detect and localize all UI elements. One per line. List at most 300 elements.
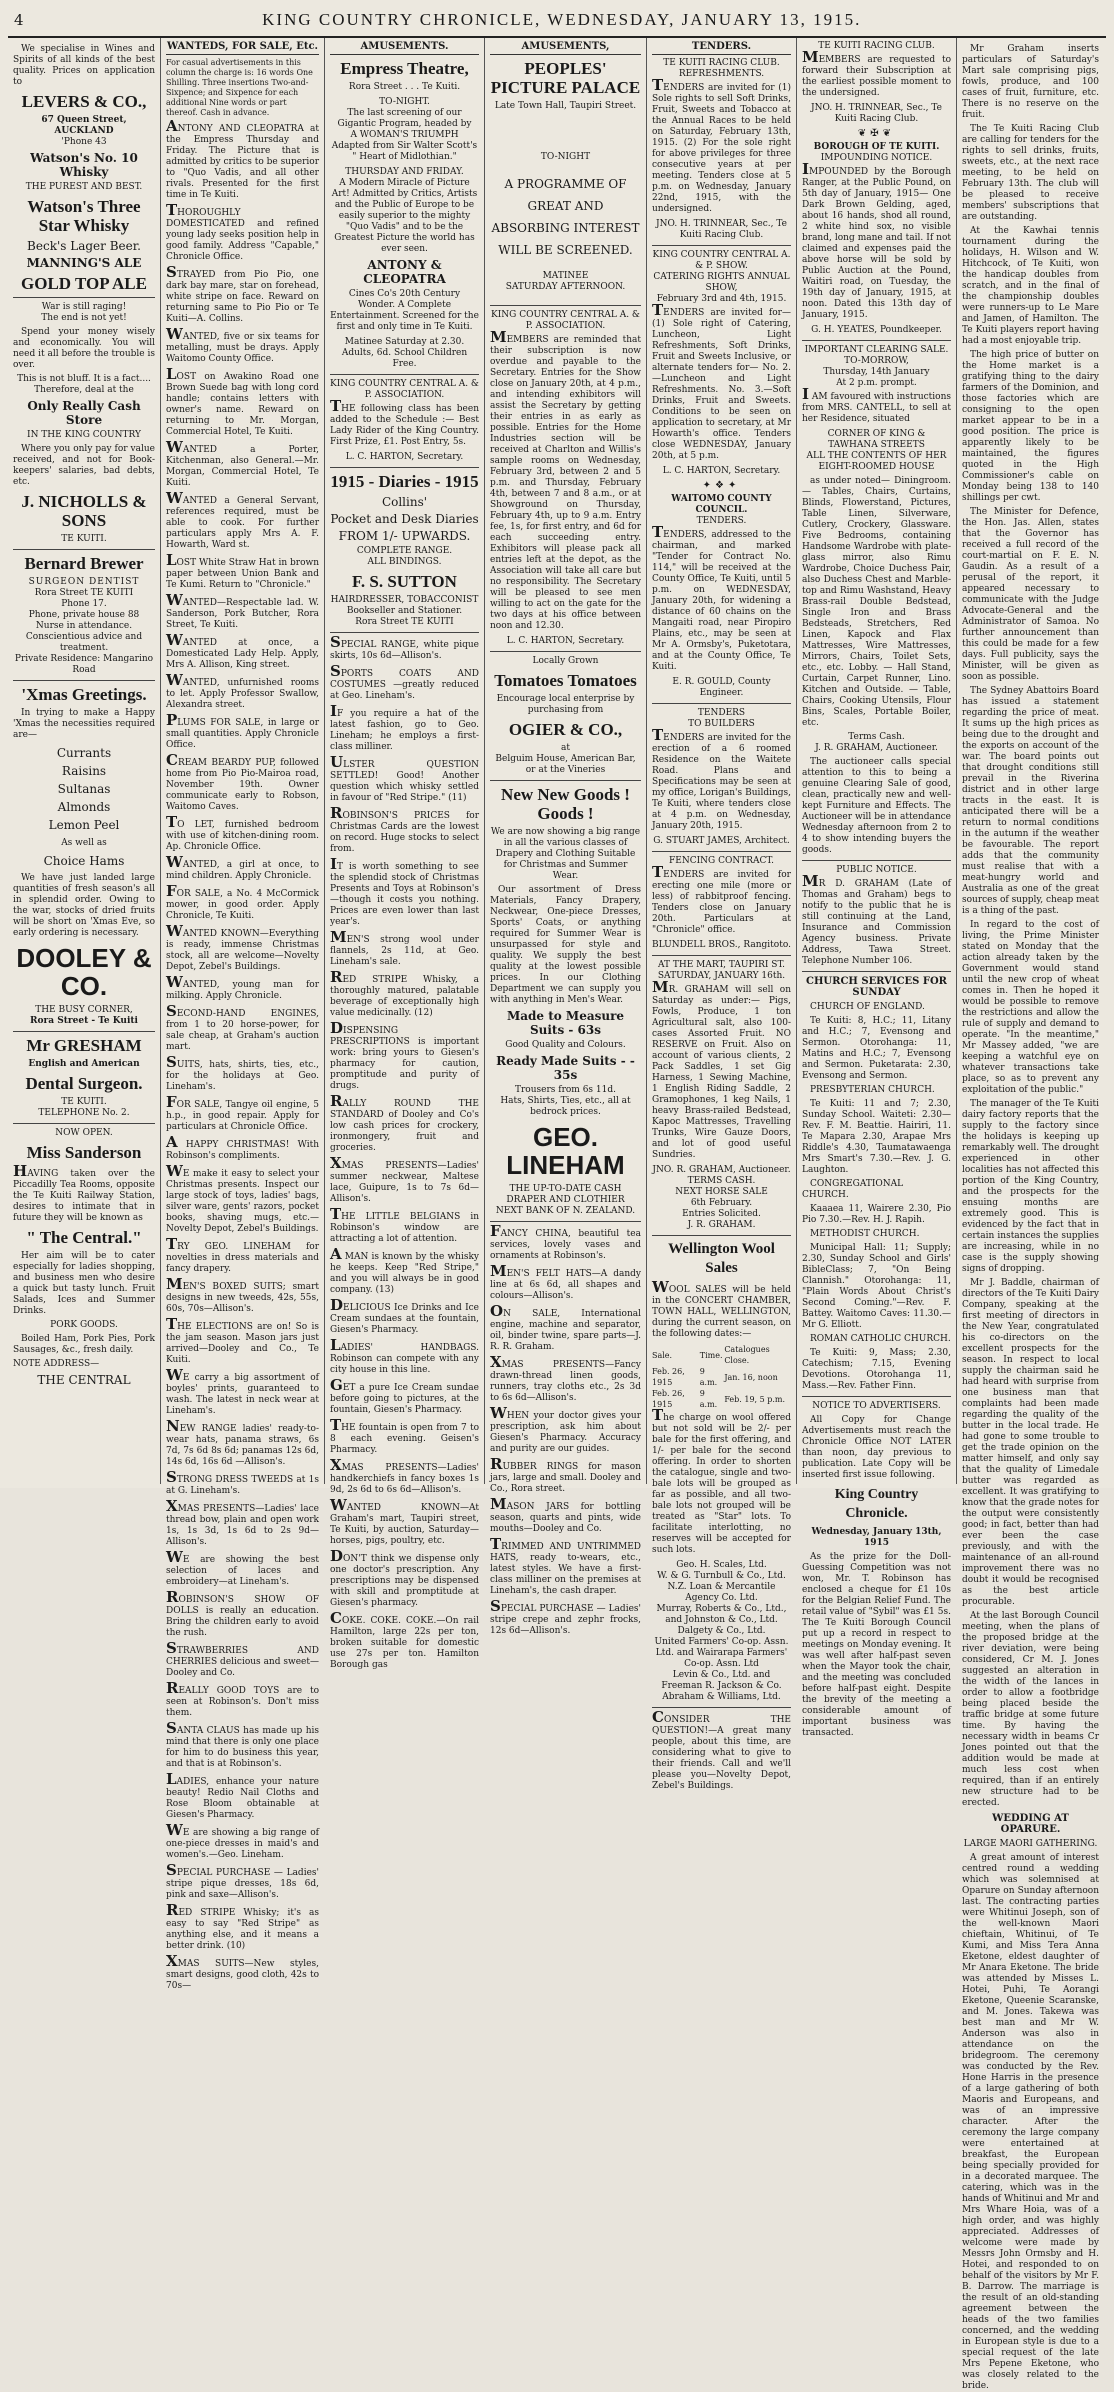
peoples-picture-palace: PEOPLES' PICTURE PALACE xyxy=(490,59,641,97)
list-item: Currants xyxy=(56,746,112,760)
classified-ad: XMAS PRESENTS—Ladies' handkerchiefs in fancy boxes 1s 9d, 2s 6d to 6s 6d—Allison's. xyxy=(330,1456,479,1495)
levers-name: LEVERS & CO., xyxy=(21,92,147,111)
rates-notice: For casual advertisements in this column the charge is: 16 words One Shilling. Three insertions Two-and-Sixpence; and Sixpence for each additional Nine words or part thereof. Cash in advance. xyxy=(166,58,313,117)
firm-name: Geo. H. Scales, Ltd. xyxy=(676,1560,767,1570)
clearing-text-2: as under noted— Diningroom. — Tables, Chairs, Curtains, Blinds, Flowerstand, Pictures, Table Linen, Silverware, Cutlery, Crockery, Glassware. Five Bedrooms, containing Handsome Wardrobe with plate-glass mirror, also Rimu Wardrobe, Choice Duchess Pair, also Duchess Chest and Marble-top and Rimu Washstand, Heavy Brass-rail Double Bedstead, Single Iron and Brass Bedsteads, Stretchers, Red Linen, Kapock and Flax Mattresses, Wire Mattresses, Mirrors, Chairs, Toilet Sets, etc., etc. Lobby. — Hall Stand, Curtain, Carpet Runner, Lino. Kitchen and Outside. — Table, Chairs, Cooking Utensils, Flour Bins, Scales, Portable Boiler, etc. xyxy=(802,476,951,728)
church-entry: Kaaaea 11, Wairere 2.30, Pio Pio 7.30.—Rev. H. J. Rapih. xyxy=(802,1204,951,1225)
divider xyxy=(652,703,791,704)
bookseller: Bookseller and Stationer. xyxy=(346,606,463,616)
good-quality: Good Quality and Colours. xyxy=(505,1040,626,1050)
wedding-subheading: LARGE MAORI GATHERING. xyxy=(963,1839,1098,1849)
firm-name: Dalgety & Co., Ltd. xyxy=(677,1626,766,1636)
tonight: TO-NIGHT. xyxy=(379,97,430,107)
column-1 xyxy=(8,38,161,1484)
classified-ad: LADIES' HANDBAGS. Robinson can compete with any city house in this line. xyxy=(330,1336,479,1375)
firm-name: Levin & Co., Ltd. and Freeman R. Jackson & Co. xyxy=(661,1670,782,1691)
classified-ad: XMAS PRESENTS—Fancy drawn-thread linen goods, runners, tray cloths etc., 2s 3d to 6s 6d—Allison's. xyxy=(490,1353,641,1403)
phone-private: Phone, private house 88 xyxy=(28,610,140,620)
showing: We are now showing a big range in all the various classes of Drapery and Clothing Suitable for Christmas and Summer Wear. xyxy=(490,827,641,881)
amusements-heading: AMUSEMENTS. xyxy=(330,41,479,55)
show-dates: February 3rd and 4th, 1915. xyxy=(656,294,787,304)
church-list xyxy=(802,1002,951,1392)
news-paragraphs xyxy=(962,44,1099,1809)
ogier: OGIER & CO., xyxy=(508,720,623,739)
xmas-greetings: 'Xmas Greetings. xyxy=(21,685,147,704)
now-open: NOW OPEN. xyxy=(55,1128,113,1138)
jrg-2: J. R. GRAHAM, Auctioneer. xyxy=(815,743,938,753)
divider xyxy=(652,245,791,246)
classified-ad: SPECIAL PURCHASE — Ladies' stripe crepe and zephr frocks, 12s 6d—Allison's. xyxy=(490,1597,641,1636)
trousers: Trousers from 6s 11d. xyxy=(515,1085,616,1095)
church-entry: PRESBYTERIAN CHURCH. xyxy=(810,1085,935,1095)
refreshments: REFRESHMENTS. xyxy=(678,69,765,79)
complete-range: COMPLETE RANGE. xyxy=(356,546,453,556)
classified-ad: WE are showing a big range of one-piece dresses in maid's and women's.—Geo. Lineham. xyxy=(166,1821,319,1860)
classified-ad: STRAYED from Pio Pio, one dark bay mare, star on forehead, white stripe on face. Reward on returning same to Pio Pio or Te Kuiti—A. Collins. xyxy=(166,263,319,324)
consider: CONSIDER THE QUESTION!—A great many people, about this time, are considering what to give to their friends. Call and we'll please you—Novelty Depot, Zebel's Buildings. xyxy=(652,1708,791,1791)
catering-text: TENDERS are invited for—(1) Sole right of Catering, Luncheon, Light Refreshments, Soft Drinks, Fruit and Sweets Inclusive, or alternate tenders for— No. 2.—Luncheon and Light Refreshments. No. 3.—Soft Drinks, Fruit and Sweets. Conditions to be seen on application to secretary, at Mr Howarth's office. Tenders close WEDNESDAY, January 20th, at 5 p.m. xyxy=(652,301,791,461)
pork-text: Boiled Ham, Pork Pies, Pork Sausages, &c., fresh daily. xyxy=(13,1334,155,1355)
classified-ad: COKE. COKE. COKE.—On rail Hamilton, large 22s per ton, broken suitable for domestic use 27s per ton. Hamilton Borough gas xyxy=(330,1609,479,1670)
impound-signature: G. H. YEATES, Poundkeeper. xyxy=(811,325,942,335)
ogier-at: at xyxy=(561,743,570,753)
amusements-heading-2: AMUSEMENTS, xyxy=(490,41,641,55)
wellington-wool: Wellington Wool Sales xyxy=(668,1241,775,1276)
classified-ad: WANTED a Porter, Kitchenman, also General.—Mr. Morgan, Commercial Hotel, Te Kuiti. xyxy=(166,438,319,488)
classified-ad: SPECIAL PURCHASE — Ladies' stripe pique dresses, 18s 6d, pink and saxe—Allison's. xyxy=(166,1861,319,1900)
wanteds-heading: WANTEDS, FOR SALE, Etc. xyxy=(166,41,319,55)
classified-ad: TRIMMED AND UNTRIMMED HATS, ready to-wears, etc., latest styles. We have a first-class milliner on the premises at Lineham's, the cash draper. xyxy=(490,1535,641,1596)
firms-list xyxy=(652,1560,791,1703)
news-paragraph: The Minister for Defence, the Hon. Jas. Allen, states that the Governor has received a full record of the court-martial on F. E. N. Gaudin. As a result of a perusal of the report, it appeared necessary to communicate with the Judge Advocate-General and the Administrator of Samoa. No further announcement than this could be made for a few days. Full publicity, says the Minister, will be given as soon as possible. xyxy=(962,507,1099,682)
divider xyxy=(802,340,951,341)
dooley-address: Rora Street - Te Kuiti xyxy=(30,1016,138,1026)
thursday: Thursday, 14th January xyxy=(823,367,930,377)
small-ads-list-2 xyxy=(490,1222,641,1637)
table-cell: Feb. 26, 1915 xyxy=(652,1389,685,1409)
wedding-heading: WEDDING AT OPARURE. xyxy=(992,1813,1069,1835)
news-paragraph: The Te Kuiti Racing Club are calling for tenders for the rights to sell drinks, fruits, sweets, etc., at the next race meeting, to be held on February 13th. The club will be pleased to receive members' subscriptions that are outstanding. xyxy=(962,124,1099,222)
classified-ad: WHEN your doctor gives your prescription, ask him about Giesen's Pharmacy. Accuracy and purity are our guides. xyxy=(490,1404,641,1454)
small-ads-list xyxy=(330,633,479,1671)
collins: Collins' xyxy=(381,495,428,509)
classified-ad: WANTED a General Servant, references required, must be able to cook. For further particulars apply Mrs A. F. Howarth, Ward st. xyxy=(166,489,319,550)
classified-ad: ON SALE, International engine, machine and separator, oil, binder twine, spare parts—J. R. R. Graham. xyxy=(490,1302,641,1352)
wanteds-list xyxy=(166,117,319,1992)
all-bindings: ALL BINDINGS. xyxy=(367,557,442,567)
table-cell: 9 a.m. xyxy=(699,1367,718,1387)
column-4 xyxy=(485,38,647,1636)
wool-text-2: The charge on wool offered but not sold will be 2/- per bale for the first offering, and 1/- per bale for the second offering. In order to shorten the catalogue, single and two-bale lots will be grouped as far as possible, and all two-bale lots not grouped will be treated as "Star" lots. To facilitate interlotting, no reserves will be accepted for such lots. xyxy=(652,1406,791,1555)
notice-advertisers: NOTICE TO ADVERTISERS. xyxy=(812,1401,941,1411)
kc-heading-2: KING COUNTRY CENTRAL A. & P. ASSOCIATION. xyxy=(491,310,640,331)
classified-ad: DELICIOUS Ice Drinks and Ice Cream sundaes at the fountain, Giesen's Pharmacy. xyxy=(330,1296,479,1335)
table-cell: Catalogues Close. xyxy=(724,1345,770,1365)
divider xyxy=(13,1031,155,1032)
war-3: Spend your money wisely and economically. You will need it all before the trouble is over. xyxy=(13,327,155,370)
pocket-desk: Pocket and Desk Diaries xyxy=(330,512,479,526)
last-screening: The last screening of our Gigantic Program, headed by xyxy=(337,108,472,129)
borough: BOROUGH OF TE KUITI. xyxy=(813,142,940,152)
watson-10: Watson's No. 10 Whisky xyxy=(30,151,138,179)
kc-heading: KING COUNTRY CENTRAL A. & P. ASSOCIATION. xyxy=(330,379,479,400)
goldtop: GOLD TOP ALE xyxy=(21,274,147,293)
tkrc-heading: TE KUITI RACING CLUB. xyxy=(663,58,780,68)
firm-name: N.Z. Loan & Mercantile Agency Co. Ltd. xyxy=(667,1582,776,1603)
classified-ad: RALLY ROUND THE STANDARD of Dooley and Co's low cash prices for crockery, ironmongery, fruit and groceries. xyxy=(330,1092,479,1153)
divider xyxy=(13,1123,155,1124)
classified-ad: XMAS PRESENTS—Ladies' lace thread bow, plain and open work 1s, 1s 3d, 1s 6d to 2s 9d—Allison's. xyxy=(166,1497,319,1547)
kcc-title: King Country Chronicle. xyxy=(834,1487,919,1521)
waitomo: WAITOMO COUNTY COUNCIL. xyxy=(671,494,772,515)
classified-ad: WANTED, a girl at once, to mind children. Apply Chronicle. xyxy=(166,853,319,881)
programme: A PROGRAMME OF GREAT AND ABSORBING INTEREST WILL BE SCREENED. xyxy=(491,177,640,257)
classified-ad: FOR SALE, a No. 4 McCormick mower, in good order. Apply Chronicle, Te Kuiti. xyxy=(166,882,319,921)
church-entry: Te Kuiti: 8, H.C.; 11, Litany and H.C.; 7, Evensong and Sermon. Otorohanga: 11, Matins and H.C.; 7, Evensong and Sermon. Puketarata: 2.30, Evensong and Sermon. xyxy=(802,1016,951,1081)
catering: CATERING RIGHTS ANNUAL SHOW, xyxy=(653,272,790,293)
classified-ad: XMAS PRESENTS—Ladies' summer neckwear, Maltese lace, Guipure, 1s to 7s 6d—Allison's. xyxy=(330,1154,479,1204)
news-paragraph: In regard to the cost of living, the Prime Minister stated on Monday that the action already taken by the Government would stand until the new crop of wheat comes in. Then he hoped it would be possible to remove the restrictions and allow the rule of supply and demand to operate. "In the meantime," Mr Massey added, "we are keeping a watchful eye on whatever transactions take place, so as to prevent any exploitation of the public." xyxy=(962,920,1099,1095)
divider xyxy=(330,632,479,633)
news-paragraph: Mr J. Baddle, chairman of directors of the Te Kuiti Dairy Company, speaking at the first meeting of directors in the New Year, congratulated his co-directors on the excellent prospects for the season. In respect to local supply the chairman said he had heard with surprise from one business man that complaints had been made regarding the quality of the butter in the local trade. He had gone to some trouble to get the trade opinion on the matter himself, and only say that the quality of Limedale butter was regarded as excellent. It was gratifying to know that the grade notes for the output were consistently good; in fact, better than had ever been the case previously, and with the maintenance of an all-round improvement there was no doubt it would be recognised as the best article procurable. xyxy=(962,1278,1099,1607)
hats-shirts: Hats, Shirts, Ties, etc., all at bedrock prices. xyxy=(500,1096,631,1117)
firm-name: Abraham & Williams, Ltd. xyxy=(662,1692,781,1702)
fencing: FENCING CONTRACT. xyxy=(669,856,774,866)
phone-17: Phone 17. xyxy=(61,599,107,609)
classified-ad: WANTED, five or six teams for metalling, must be drays. Apply Waitomo County Office. xyxy=(166,325,319,364)
classified-ad: THE fountain is open from 7 to 8 each evening. Geisen's Pharmacy. xyxy=(330,1416,479,1455)
tkrc-signature: JNO. H. TRINNEAR, Sec., Te Kuiti Racing Club. xyxy=(655,219,788,240)
brewer: Bernard Brewer xyxy=(24,554,144,573)
mart-text: MR. GRAHAM will sell on Saturday as under:— Pigs, Fowls, Produce, 1 ton Agricultural salt, also 100-cases Assorted Fruit. NO RESERVE on Fruit. Also on account of various clients, 2 Pack Saddles, 1 set Gig Harness, 1 Sewing Machine, 1 English Riding Saddle, 2 Gramophones, 1 keg Nails, 1 heavy Brass-railed Bedstead, Kapoc Mattresses, Travelling Trunks, Wire Gauze Doors, and lot of good useful Sundries. xyxy=(652,978,791,1160)
ready-made: Ready Made Suits - - 35s xyxy=(496,1054,635,1082)
divider xyxy=(330,467,479,468)
diaries: 1915 - Diaries - 1915 xyxy=(330,472,479,491)
notice-text: All Copy for Change Advertisements must reach the Chronicle Office NOT LATER than noon, day previous to publication. Late Copy will be inserted first issue following. xyxy=(802,1415,951,1480)
locally-grown: Locally Grown xyxy=(532,656,599,666)
terms-cash-2: Terms Cash. xyxy=(848,732,905,742)
adapted: Adapted from Sir Walter Scott's " Heart of Midlothian." xyxy=(331,141,478,162)
to-builders: TO BUILDERS xyxy=(688,719,755,729)
column-6 xyxy=(797,38,957,1738)
central-text: Her aim will be to cater especially for ladies shopping, and business men who desire a quick but tasty lunch. Fruit Salads, Ices and Summer Drinks. xyxy=(13,1251,155,1316)
classified-ad: WE are showing the best selection of laces and embroidery—at Lineham's. xyxy=(166,1548,319,1587)
classified-ad: SPORTS COATS AND COSTUMES —greatly reduced at Geo. Lineham's. xyxy=(330,662,479,701)
borough-crest-icon: ❦✠❦ xyxy=(857,128,896,139)
council-crest-icon: ✦❖✦ xyxy=(702,480,741,491)
made-to-measure: Made to Measure Suits - 63s xyxy=(506,1009,625,1037)
table-row xyxy=(652,1344,791,1366)
kcc-date: Wednesday, January 13th, 1915 xyxy=(811,1527,942,1548)
classified-ad: WANTED KNOWN—Everything is ready, immense Christmas stock, all are welcome—Novelty Depot, Zebel's Buildings. xyxy=(166,922,319,972)
empress-theatre: Empress Theatre, xyxy=(340,59,469,78)
hairdresser: HAIRDRESSER, TOBACCONIST xyxy=(330,595,479,605)
thursday-friday: THURSDAY AND FRIDAY. xyxy=(345,167,464,177)
builders-text: TENDERS are invited for the erection of a 6 roomed Residence on the Waitete Road. Plans and Specifications may be seen at my office, Lorigan's Buildings, Te Kuiti, where tenders close at 4 p.m. on Wednesday, January 20th, 1915. xyxy=(652,726,791,831)
column-3 xyxy=(325,38,485,1670)
fencing-signature: BLUNDELL BROS., Rangitoto. xyxy=(652,940,791,950)
classified-ad: WANTED—Respectable lad. W. Sanderson, Pork Butcher, Rora Street, Te Kuiti. xyxy=(166,591,319,630)
classified-ad: THOROUGHLY DOMESTICATED and refined young lady seeks position help in good family. Address "Capable," Chronicle Office. xyxy=(166,201,319,262)
classified-ad: STRONG DRESS TWEEDS at 1s at G. Lineham's. xyxy=(166,1468,319,1496)
divider xyxy=(802,1396,951,1397)
gresham-2: English and American xyxy=(28,1059,140,1069)
mart-date: SATURDAY, JANUARY 16th. xyxy=(657,971,786,981)
kcc-text: As the prize for the Doll-Guessing Competition was not won, Mr. T. Robinson has enclosed a cheque for £1 10s for the Belgian Relief Fund. The retail value of "Sybil" was £1 5s. The Te Kuiti Borough Council put up a record in respect to meetings on Monday evening. It was well after half-past seven when the Mayor took the chair, and the meeting was concluded before half-past eight. Despite the brevity of the meeting a considerable amount of important business was transacted. xyxy=(802,1552,951,1738)
classified-ad: FOR SALE, Tangye oil engine, 5 h.p., in good repair. Apply for particulars at Chronicle Office. xyxy=(166,1093,319,1132)
divider xyxy=(13,297,155,298)
classified-ad: ROBINSON'S PRICES for Christmas Cards are the lowest on record. Huge stocks to select from. xyxy=(330,804,479,854)
sutton-address: Rora Street TE KUITI xyxy=(355,617,454,627)
sutton: F. S. SUTTON xyxy=(352,572,457,591)
divider xyxy=(802,860,951,861)
the-central: " The Central." xyxy=(26,1228,142,1247)
classified-ad: ULSTER QUESTION SETTLED! Good! Another question which whisky settled in favour of "Red Stripe." (11) xyxy=(330,753,479,803)
divider xyxy=(330,374,479,375)
list-item: Sultanas xyxy=(57,782,111,796)
tonight-2: TO-NIGHT xyxy=(540,152,591,162)
column-7 xyxy=(957,38,1104,2391)
classified-ad: WE make it easy to select your Christmas presents. Inspect our large stock of toys, ladies' bags, silver ware, gents' razors, pocket books, shaving mugs, etc.—Novelty Depot, Zebel's Buildings. xyxy=(166,1162,319,1234)
divider xyxy=(802,971,951,972)
tkrc-signature-2: JNO. H. TRINNEAR, Sec., Te Kuiti Racing Club. xyxy=(810,103,943,124)
classified-ad: TO LET, furnished bedroom with use of kitchen-dining room. Ap. Chronicle Office. xyxy=(166,813,319,852)
at-2pm: At 2 p.m. prompt. xyxy=(836,378,917,388)
waitomo-signature: E. R. GOULD, County Engineer. xyxy=(672,677,771,698)
masthead xyxy=(8,4,1106,38)
miss-sanderson: Miss Sanderson xyxy=(26,1143,142,1162)
columns xyxy=(8,38,1106,2391)
kc-text: THE following class has been added to the Schedule :— Best Lady Rider of the King Country. First Prize, £1. Post Entry, 5s. xyxy=(330,397,479,447)
womans-triumph: A WOMAN'S TRIUMPH xyxy=(350,130,459,140)
clearing-text-3: The auctioneer calls special attention to this to being a genuine Clearing Sale of good, clean, practically new and well-kept Furniture and Effects. The Auctioneer will be in attendance Wednesday afternoon from 2 to 4 to show intending buyers the goods. xyxy=(802,757,951,855)
levers-address: 67 Queen Street, AUCKLAND xyxy=(41,115,127,136)
classified-ad: MASON JARS for bottling season, quarts and pints, wide mouths—Dooley and Co. xyxy=(490,1495,641,1534)
levers-phone: 'Phone 43 xyxy=(61,137,107,147)
matinee: Matinee Saturday at 2.30. Adults, 6d. School Children Free. xyxy=(341,337,468,369)
war-8: Where you only pay for value received, and not for Book-keepers' salaries, bad debts, etc. xyxy=(13,444,155,487)
brewer-address: Rora Street TE KUITI xyxy=(34,588,134,598)
table-cell: 9 a.m. xyxy=(699,1389,718,1409)
news-paragraph: At the last Borough Council meeting, when the plans of the proposed bridge at the river deviation, were being considered, Cr M. J. Jones suggested an alteration in the width of the lances in order to allow a footbridge being placed beside the traffic bridge at some future time. By having the necessary width in beams Cr Jones pointed out that the addition would be made at much less cost when required, than if an entirely new structure had to be erected. xyxy=(962,1611,1099,1808)
nicholls: J. NICHOLLS & SONS xyxy=(21,492,147,530)
classified-ad: STRAWBERRIES AND CHERRIES delicious and sweet—Dooley and Co. xyxy=(166,1639,319,1678)
nicholls-town: TE KUITI. xyxy=(61,534,107,544)
table-cell: Jan. 16, noon xyxy=(724,1372,778,1382)
central-2: THE CENTRAL xyxy=(37,1373,131,1387)
wedding-text: A great amount of interest centred round a wedding which was solemnised at Oparure on Sunday afternoon last. The contracting parties were Whitinui Joseph, son of the well-known Maori chieftain, Whitinui, of Te Kumi, and Miss Tera Anna Eketone, eldest daughter of Mr Anara Eketone. The bride was attended by Misses L. Hotei, Puhi, Te Aorangi Eketone, Queenie Scaranske, and M. Jones. Takewa was best man and Mr W. Anderson was also in attendance on the bridegroom. The ceremony was conducted by the Rev. Hone Harris in the presence of a large gathering of both Maoris and Europeans, and was of an impressive character. After the ceremony the large company were entertained at breakfast, the European being specially provided for in a decorated marquee. The catering, which was in the hands of Whitinui and Mr and Mrs Whare Hoia, was of a high order, and was highly appreciated. Addresses of welcome were made by Messrs John Ormsby and H. Hotei, and responded to on behalf of the visitors by Mr F. B. Darrow. The marriage is the result of an old-standing agreement between the heads of the two families concerned, and the wedding in European style is due to a special request of the late Mrs Pepene Eketone, who was closely related to the bride. xyxy=(962,1853,1099,2391)
classified-ad: XMAS SUITS—New styles, smart designs, good cloth, 42s to 70s— xyxy=(166,1952,319,1991)
new-goods: New New Goods ! Goods ! xyxy=(501,785,630,823)
table-row xyxy=(652,1366,791,1388)
classified-ad: THE LITTLE BELGIANS in Robinson's window are attracting a lot of attention. xyxy=(330,1205,479,1244)
tkrc-text: TENDERS are invited for (1) Sole rights to sell Soft Drinks, Fruit, Sweets and Tobacco at the Annual Races to be held on Saturday, February 13th, 1915. (2) For the sole right for above privileges for three consecutive years at per meeting. Tenders close at 5 p.m. on Wednesday, January 22nd, 1915, with the undersigned. xyxy=(652,76,791,214)
classified-ad: A MAN is known by the whisky he keeps. Keep "Red Stripe," and you will always be in good company. (13) xyxy=(330,1245,479,1295)
modern-miracle: A Modern Miracle of Picture Art! Admitted by Critics, Artists and the Public of Europe to be easily superior to the mighty "Quo Vadis" and to be the Greatest Picture the world has ever seen. xyxy=(331,178,478,254)
public-notice: PUBLIC NOTICE. xyxy=(836,865,917,875)
tomatoes: Tomatoes Tomatoes xyxy=(494,671,637,690)
levers-intro: We specialise in Wines and Spirits of all kinds of the best quality. Prices on application to xyxy=(13,44,155,87)
divider xyxy=(13,680,155,681)
classified-ad: MEN'S strong wool under flannels, 2s 11d, at Geo. Lineham's sale. xyxy=(330,928,479,967)
sanderson-text: HAVING taken over the Piccadilly Tea Rooms, opposite the Te Kuiti Railway Station, desires to intimate that in future they will be known as xyxy=(13,1162,155,1223)
classified-ad: ANTONY AND CLEOPATRA at the Empress Thursday and Friday. The Picture that is admitted by critics to be superior to "Quo Vadis, and all other rivals. Presented for the first time in Te Kuiti. xyxy=(166,117,319,200)
divider xyxy=(13,549,155,550)
classified-ad: MEN'S FELT HATS—A dandy line at 6s 6d, all shapes and colours—Allison's. xyxy=(490,1262,641,1301)
next-bank: NEXT BANK OF N. ZEALAND. xyxy=(495,1206,636,1216)
classified-ad: NEW RANGE ladies' ready-to-wear hats, panama straws, 6s 7d, 7s 6d 8s 6d; panamas 12s 6d, 14s 6d, 16s 6d —Allison's. xyxy=(166,1417,319,1467)
church-entry: CHURCH OF ENGLAND. xyxy=(810,1002,925,1012)
manning: MANNING'S ALE xyxy=(26,256,142,270)
clearing-text: I AM favoured with instructions from MRS. CANTELL, to sell at her Residence, situated xyxy=(802,385,951,424)
table-cell: Feb. 19, 5 p.m. xyxy=(724,1394,786,1404)
watson-three-star: Watson's Three Star Whisky xyxy=(27,197,141,235)
pork-goods: PORK GOODS. xyxy=(50,1320,118,1330)
classified-ad: FANCY CHINA, beautiful tea services, lovely vases and ornaments at Robinson's. xyxy=(490,1222,641,1261)
church-entry: Te Kuiti: 11 and 7; 2.30, Sunday School. Waiteti: 2.30—Rev. F. M. Beattie. Hairiri, 11. Te Mapara 2.30, Arapae Mrs Riddle's 4.30, Taumatawaenga Mrs Smart's 7.30.—Rev. J. G. Laughton. xyxy=(802,1099,951,1175)
firm-name: United Farmers' Co-op. Assn. Ltd. and Wairarapa Farmers' Co-op. Assn. Ltd xyxy=(654,1637,789,1669)
news-paragraph: The Sydney Abattoirs Board has issued a statement regarding the price of meat. It sums up the high prices as being due to the drought and the exports on account of the war. The board points out that drought conditions still prevail in the Riverina district and in other large tracts in the east. It is anticipated there will be a return to normal conditions in the autumn if the weather be favourable. The report adds that the community must realise that with a meat-hungry world and Australia as one of the great sources of supply, cheap meat is a thing of the past. xyxy=(962,686,1100,916)
classified-ad: RED STRIPE Whisky, a thoroughly matured, palatable beverage of exceptionally high value medicinally. (12) xyxy=(330,968,479,1018)
waitomo-text: TENDERS, addressed to the chairman, and marked "Tender for Contract No. 114," will be received at the County Office, Te Kuiti, until 5 p.m. on WEDNESDAY, January 20th, for widening a distance of 60 chains on the Mangaiti road, near Piropiro Plains, etc., may be seen at Mr A. Ormsby's, Puketotara, and at the County Office, Te Kuiti. xyxy=(652,523,791,672)
clearing-sale: IMPORTANT CLEARING SALE. xyxy=(804,345,949,355)
impounding: IMPOUNDING NOTICE. xyxy=(820,153,933,163)
page-number: 4 xyxy=(14,11,24,29)
table-cell: Time. xyxy=(699,1350,723,1360)
classified-ad: SUITS, hats, shirts, ties, etc., for the holidays at Geo. Lineham's. xyxy=(166,1053,319,1092)
church-heading: CHURCH SERVICES FOR SUNDAY xyxy=(806,976,947,998)
feb-6: 6th February. xyxy=(690,1198,753,1208)
classified-ad: DISPENSING PRESCRIPTIONS is important work: bring yours to Giesen's pharmacy for caution, promptitude and purity of drugs. xyxy=(330,1019,479,1091)
divider xyxy=(652,851,791,852)
war-7: IN THE KING COUNTRY xyxy=(27,430,141,440)
column-5 xyxy=(647,38,797,1791)
classified-ad: IF you require a hat of the latest fashion, go to Geo. Lineham; he employs a first-class milliner. xyxy=(330,702,479,752)
antony-cleopatra: ANTONY & CLEOPATRA xyxy=(363,258,446,286)
catering-signature: L. C. HARTON, Secretary. xyxy=(662,466,781,476)
classified-ad: IT is worth something to see the splendid stock of Christmas Presents and Toys at Robinson's—though it costs you nothing. Prices are even lower than last year's. xyxy=(330,855,479,927)
mart-signature: JNO. R. GRAHAM, Auctioneer. xyxy=(652,1165,791,1175)
war-5: Therefore, deal at the xyxy=(34,385,134,395)
up-to-date: THE UP-TO-DATE CASH DRAPER AND CLOTHIER xyxy=(506,1184,625,1205)
classified-ad: REALLY GOOD TOYS are to seen at Robinson's. Don't miss them. xyxy=(166,1679,319,1718)
firm-name: W. & G. Turnbull & Co., Ltd. xyxy=(657,1571,786,1581)
newspaper-title: KING COUNTRY CHRONICLE, WEDNESDAY, JANUARY 13, 1915. xyxy=(262,10,862,29)
classified-ad: LOST White Straw Hat in brown paper between Union Bank and Te Kumi. Return to "Chronicle." xyxy=(166,551,319,590)
terms-cash: TERMS CASH. xyxy=(687,1176,756,1186)
town-hall: Late Town Hall, Taupiri Street. xyxy=(494,101,637,111)
list-item: As well as xyxy=(61,838,107,848)
church-entry: CONGREGATIONAL CHURCH. xyxy=(802,1179,904,1200)
church-entry: ROMAN CATHOLIC CHURCH. xyxy=(810,1334,951,1344)
divider xyxy=(652,1235,791,1236)
dentist: SURGEON DENTIST xyxy=(28,577,140,587)
xmas-goods-list xyxy=(13,744,155,870)
classified-ad: MEN'S BOXED SUITS; smart designs in new tweeds, 42s, 55s, 60s, 70s—Allison's. xyxy=(166,1275,319,1314)
classified-ad: TRY GEO. LINEHAM for novelties in dress materials and fancy drapery. xyxy=(166,1235,319,1274)
kc-members: MEMBERS are reminded that their subscription is now overdue and payable to the Secretary. Entries for the Show close on January 20th, at 4 p.m., and intending exhibitors will assist the Secretary by getting their entries in as early as possible. Entries for the Home Industries section will be received at Charlton and Willis's sample rooms on Wednesday, February 3rd, between 2 and 5 p.m. and Thursday, February 4th, between 7 and 8 a.m., or at Showground on Thursday, February 4th, up to 9 a.m. Entry fee, 1s, for first entry, and 6d for each succeeding entry. Exhibitors will please pack all entries left at the depot, as the Association will take all care but no responsibility. The Secretary will be pleased to see men willing to act on the gate for the two days at his office between noon and 12.30. xyxy=(490,328,641,631)
empress-address: Rora Street . . . Te Kuiti. xyxy=(348,82,461,92)
list-item: Raisins xyxy=(61,764,107,778)
classified-ad: WANTED, young man for milking. Apply Chronicle. xyxy=(166,973,319,1001)
classified-ad: SANTA CLAUS has made up his mind that there is only one place for him to do business this year, and that is at Robinson's. xyxy=(166,1719,319,1769)
private-residence: Private Residence: Mangarino Road xyxy=(14,654,154,675)
war-2: The end is not yet! xyxy=(41,313,127,323)
classified-ad: WE carry a big assortment of boyles' prints, guaranteed to wash. The latest in neck wear at Lineham's. xyxy=(166,1366,319,1416)
table-row xyxy=(652,1388,791,1410)
note-address: NOTE ADDRESS— xyxy=(13,1359,100,1369)
war-4: This is not bluff. It is a fact.... xyxy=(17,374,151,384)
firm-name: Murray, Roberts & Co., Ltd., and Johnston & Co., Ltd. xyxy=(656,1604,787,1625)
divider xyxy=(490,651,641,652)
matinee-2: MATINEE xyxy=(542,271,589,281)
classified-ad: A HAPPY CHRISTMAS! With Robinson's compliments. xyxy=(166,1133,319,1161)
list-item: Lemon Peel xyxy=(48,818,120,832)
encourage: Encourage local enterprise by purchasing from xyxy=(496,694,635,715)
divider xyxy=(652,1707,791,1708)
classified-ad: GET a pure Ice Cream sundae before going to pictures, at the fountain, Giesen's Pharmacy. xyxy=(330,1376,479,1415)
public-text: MR D. GRAHAM (Late of Thomas and Graham) begs to notify to the public that he is still continuing at the Land, Insurance and Commission Agency business. Private Address, Tawa Street. Telephone Number 106. xyxy=(802,872,951,966)
gresham: Mr GRESHAM xyxy=(26,1036,142,1055)
corner: CORNER OF KING & TAWHANA STREETS xyxy=(827,429,926,450)
dooley: DOOLEY & CO. xyxy=(16,943,152,1001)
nurse: Nurse in attendance. Conscientious advice and treatment. xyxy=(25,621,143,653)
classified-ad: PLUMS FOR SALE, in large or small quantities. Apply Chronicle Office. xyxy=(166,711,319,750)
mart: AT THE MART, TAUPIRI ST. xyxy=(658,960,785,970)
divider xyxy=(490,780,641,781)
divider xyxy=(652,955,791,956)
kc-signature: L. C. HARTON, Secretary. xyxy=(345,452,464,462)
waitomo-tenders: TENDERS. xyxy=(696,516,747,526)
classified-ad: LADIES, enhance your nature beauty! Redio Nail Cloths and Rose Bloom obtainable at Giesen's Pharmacy. xyxy=(166,1770,319,1820)
church-entry: METHODIST CHURCH. xyxy=(810,1229,920,1239)
church-entry: Te Kuiti: 9, Mass; 2.30, Catechism; 7.15, Evening Devotions. Otorohanga 11, Mass.—Rev. Father Finn. xyxy=(802,1348,951,1391)
geo-lineham: GEO. LINEHAM xyxy=(506,1122,625,1180)
classified-ad: SPECIAL RANGE, white pique skirts, 10s 6d—Allison's. xyxy=(330,633,479,661)
entries: Entries Solicited. xyxy=(682,1209,761,1219)
classified-ad: RUBBER RINGS for mason jars, large and small. Dooley and Co., Rora street. xyxy=(490,1455,641,1494)
jrg: J. R. GRAHAM. xyxy=(687,1220,756,1230)
classified-ad: WANTED at once, a Domesticated Lady Help. Apply, Mrs A. Allison, King street. xyxy=(166,631,319,670)
assortment: Our assortment of Dress Materials, Fancy Drapery, Neckwear, One-piece Dresses, Sports' Coats, or anything required for Summer Wear is unsurpassed for style and quality. We supply the best quality at the lowest possible prices. In our Clothing Department we can supply you with anything in Men's Wear. xyxy=(490,885,641,1005)
gresham-5: TELEPHONE No. 2. xyxy=(38,1108,130,1118)
table-cell: Feb. 26, 1915 xyxy=(652,1367,685,1387)
classified-ad: LOST on Awakino Road one Brown Suede bag with long cord handle; contains letters with owner's name. Reward on returning to Mr. Morgan, Commercial Hotel, Te Kuiti. xyxy=(166,365,319,437)
tenders-2: TENDERS xyxy=(697,708,746,718)
list-item: Almonds xyxy=(57,800,111,814)
builders-signature: G. STUART JAMES, Architect. xyxy=(653,836,790,846)
tomorrow: TO-MORROW, xyxy=(844,356,909,366)
sat-afternoon: SATURDAY AFTERNOON. xyxy=(505,282,626,292)
news-paragraph: Mr Graham inserts particulars of Saturday's Mart sale comprising pigs, fowls, produce, and 100 cases of fruit, furniture, etc. There is no reserve on the fruit. xyxy=(962,44,1099,120)
xmas-intro: In trying to make a Happy 'Xmas the necessities required are— xyxy=(13,708,155,740)
tkrc-members: MEMBERS are requested to forward their Subscription at the earliest possible moment to the undersigned. xyxy=(802,48,951,98)
table-cell: Sale. xyxy=(652,1350,673,1360)
list-item: Choice Hams xyxy=(43,854,125,868)
kc-signature-2: L. C. HARTON, Secretary. xyxy=(506,636,625,646)
classified-ad: WANTED, unfurnished rooms to let. Apply Professor Swallow, Alexandra street. xyxy=(166,671,319,710)
news-paragraph: At the Kawhai tennis tournament during the holidays, H. Wilson and W. Hitchcock, of Te Kuiti, won the handicap doubles from scratch, and in the final of the championship doubles were runners-up to Le Mare and Jamen, of Hamilton. The Te Kuiti players report having had a most enjoyable trip. xyxy=(962,226,1099,346)
purest: THE PUREST AND BEST. xyxy=(25,182,143,192)
gresham-3: Dental Surgeon. xyxy=(25,1074,143,1093)
next-horse-sale: NEXT HORSE SALE xyxy=(675,1187,768,1197)
column-2 xyxy=(161,38,325,1991)
classified-ad: RED STRIPE Whisky; it's as easy to say "Red Stripe" as anything else, and it means a better drink. (10) xyxy=(166,1901,319,1951)
impound-text: IMPOUNDED by the Borough Ranger, at the Public Pound, on 5th day of January, 1915— One Dark Brown Gelding, aged, about 16 hands, shod all round, 2 white hind sox, no visible brand, long mane and tail. If not claimed and expenses paid the above horse will be sold by Public Auction at the Pound, Waitiri road, on Tuesday, the 19th day of January, 1915, at noon. Dated this 13th day of January, 1915. xyxy=(802,160,951,320)
divider xyxy=(490,1221,641,1222)
church-entry: Municipal Hall: 11; Supply; 2.30, Sunday School and Girls' BibleClass; 7, "On Being Clannish." Otorohanga: 11, "Plain Words About Christ's Second Coming."—Rev. F. Battey. Waitomo Caves: 11.30.—Mr G. Elliott. xyxy=(802,1243,951,1330)
war-6: Only Really Cash Store xyxy=(27,399,141,427)
